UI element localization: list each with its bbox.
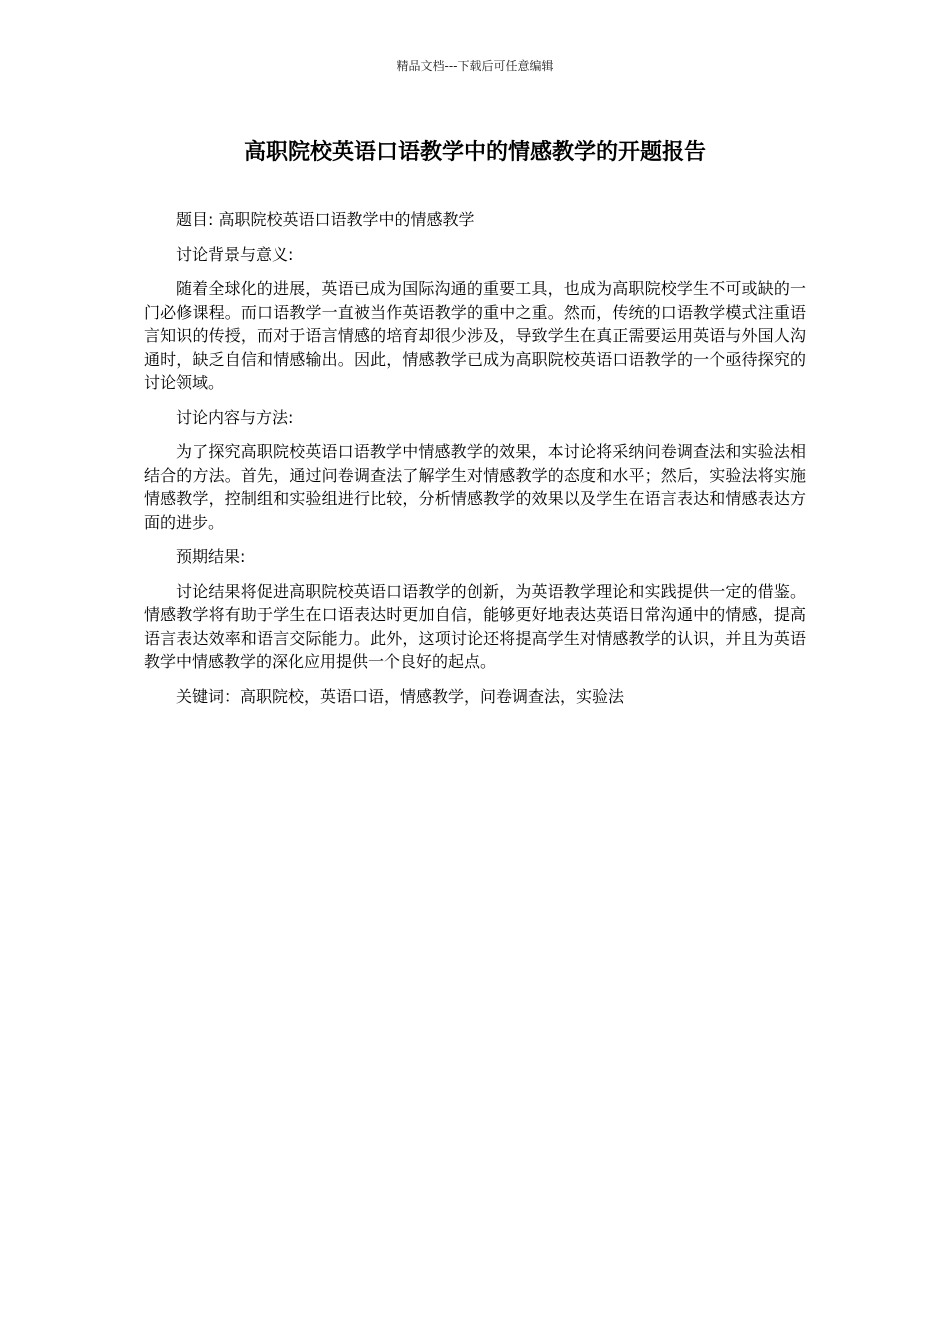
results-paragraph: 讨论结果将促进高职院校英语口语教学的创新，为英语教学理论和实践提供一定的借鉴。情感教学将有助于学生在口语表达时更加自信，能够更好地表达英语日常沟通中的情感，提高语言表达效率和语言交际能力。此外，这项讨论还将提高学生对情感教学的认识，并且为英语教学中情感教学的深化应用提供一个良好的起点。 (144, 581, 806, 671)
method-heading: 讨论内容与方法: (176, 407, 294, 427)
topic-line: 题目: 高职院校英语口语教学中的情感教学 (176, 210, 475, 229)
keywords-line: 关键词：高职院校，英语口语，情感教学，问卷调查法，实验法 (176, 686, 625, 706)
background-paragraph: 随着全球化的进展，英语已成为国际沟通的重要工具，也成为高职院校学生不可或缺的一门必修课程。而口语教学一直被当作英语教学的重中之重。然而，传统的口语教学模式注重语言知识的传授，而对于语言情感的培育却很少涉及，导致学生在真正需要运用英语与外国人沟通时，缺乏自信和情感输出。因此，情感教学已成为高职院校英语口语教学的一个亟待探究的讨论领域。 (144, 279, 806, 392)
document-title: 高职院校英语口语教学中的情感教学的开题报告 (243, 140, 706, 165)
document-body (144, 208, 806, 719)
header-note: 精品文档---下载后可任意编辑 (396, 59, 554, 73)
results-heading: 预期结果: (176, 547, 246, 566)
background-heading: 讨论背景与意义: (176, 244, 294, 264)
method-paragraph: 为了探究高职院校英语口语教学中情感教学的效果，本讨论将采纳问卷调查法和实验法相结合的方法。首先，通过问卷调查法了解学生对情感教学的态度和水平；然后，实验法将实施情感教学，控制组和实验组进行比较，分析情感教学的效果以及学生在语言表达和情感表达方面的进步。 (144, 442, 806, 532)
